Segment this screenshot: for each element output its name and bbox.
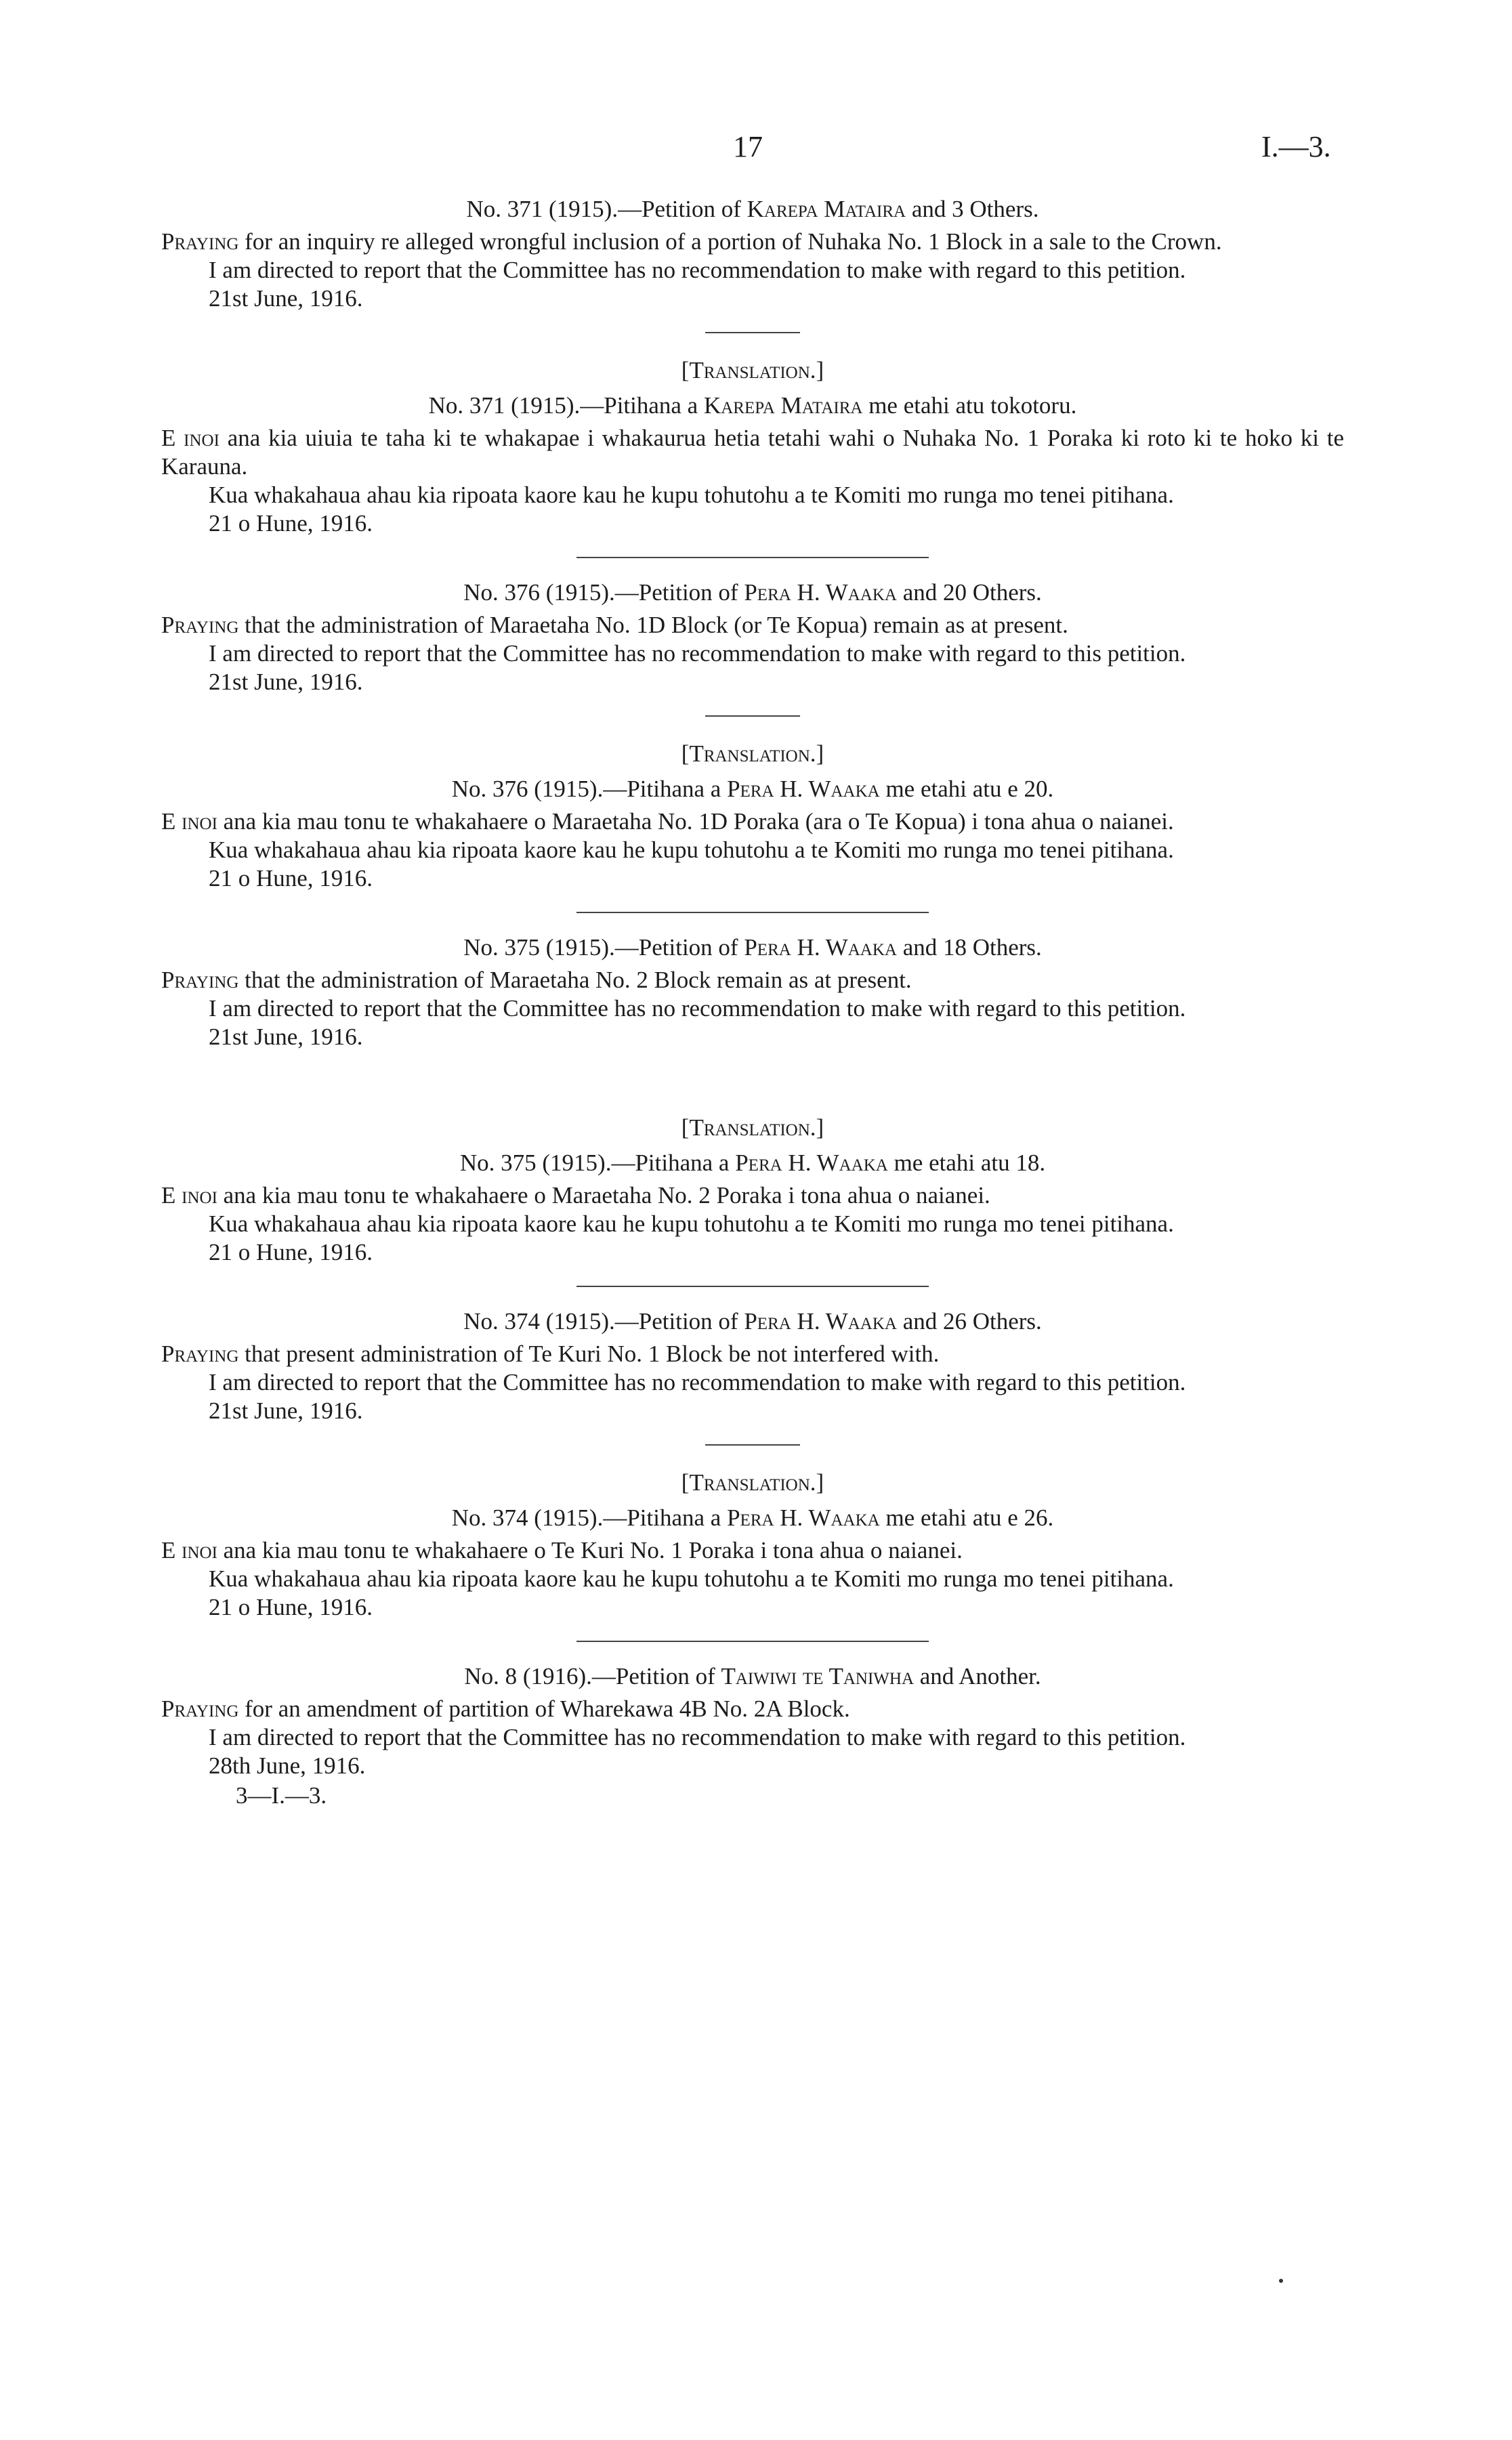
petitioner-name: Pera H. Waaka [744,579,897,606]
petition-prayer [161,1536,1344,1565]
section-divider [705,1444,800,1446]
title-suffix: me etahi atu e 26. [879,1505,1054,1531]
prayer-lead: Praying [161,1696,239,1722]
committee-report: I am directed to report that the Committee has no recommendation to make with regard to this petition. [209,1369,1186,1395]
petition-title [161,775,1344,803]
signature-mark: 3—I.—3. [236,1782,327,1809]
petition-prayer [161,1181,1344,1210]
prayer-lead: Praying [161,612,239,638]
title-number: No. 374 (1915).—Petition of [463,1308,744,1334]
petition-section [161,579,1344,696]
section-divider [705,332,800,333]
title-number: No. 376 (1915).—Pitihana a [451,776,728,802]
petitioner-name: Pera H. Waaka [735,1150,888,1176]
title-number: No. 375 (1915).—Pitihana a [459,1150,736,1176]
prayer-lead: E inoi [161,808,217,835]
translation-heading: [Translation.] [681,740,824,767]
title-suffix: and 26 Others. [896,1308,1042,1334]
petition-prayer [161,1695,1344,1723]
translation-heading: [Translation.] [681,357,824,383]
petition-section [161,933,1344,1051]
prayer-lead: Praying [161,1341,239,1367]
title-suffix: me etahi atu e 20. [879,776,1054,802]
section-divider [576,1641,929,1642]
petitioner-name: Karepa Mataira [747,196,906,222]
prayer-body: that the administration of Maraetaha No. 2 Block remain as at present. [238,967,912,993]
title-suffix: me etahi atu tokotoru. [862,392,1077,419]
petitioner-name: Pera H. Waaka [727,1505,880,1531]
title-suffix: me etahi atu 18. [887,1150,1046,1176]
translation-section [161,1114,1344,1267]
petitioner-name: Taiwiwi te Taniwha [721,1663,915,1689]
prayer-lead: E inoi [161,1182,217,1208]
title-suffix: and 18 Others. [896,934,1042,961]
report-date: 21 o Hune, 1916. [209,865,373,891]
translation-section [161,1469,1344,1622]
prayer-body: for an inquiry re alleged wrongful inclusion of a portion of Nuhaka No. 1 Block in a sale to the Crown. [238,228,1222,255]
petition-title [161,579,1344,607]
report-date: 21st June, 1916. [209,1397,363,1424]
petition-title [161,933,1344,962]
title-number: No. 371 (1915).—Pitihana a [428,392,704,419]
prayer-body: ana kia mau tonu te whakahaere o Maraetaha No. 1D Poraka (ara o Te Kopua) i tona ahua o naianei. [217,808,1174,835]
title-number: No. 371 (1915).—Petition of [466,196,747,222]
prayer-body: that present administration of Te Kuri No. 1 Block be not interfered with. [238,1341,940,1367]
prayer-lead: Praying [161,228,239,255]
prayer-body: that the administration of Maraetaha No. 1D Block (or Te Kopua) remain as at present. [238,612,1068,638]
ink-speck [1279,2279,1283,2283]
prayer-body: for an amendment of partition of Wharekawa 4B No. 2A Block. [238,1696,850,1722]
petition-prayer [161,1340,1344,1368]
committee-report: I am directed to report that the Committee has no recommendation to make with regard to this petition. [209,995,1186,1022]
title-suffix: and 20 Others. [896,579,1042,606]
petition-section [161,195,1344,313]
title-number: No. 374 (1915).—Pitihana a [451,1505,728,1531]
title-suffix: and Another. [914,1663,1041,1689]
translation-section [161,356,1344,538]
prayer-body: ana kia uiuia te taha ki te whakapae i whakaurua hetia tetahi wahi o Nuhaka No. 1 Poraka ki roto ki te hoko ki te Karauna. [161,425,1345,480]
petition-title [161,1149,1344,1177]
title-number: No. 376 (1915).—Petition of [463,579,744,606]
page-header [0,130,1512,173]
petition-section [161,1662,1344,1810]
prayer-body: ana kia mau tonu te whakahaere o Te Kuri No. 1 Poraka i tona ahua o naianei. [217,1537,963,1563]
section-divider [576,1286,929,1287]
petitioner-name: Pera H. Waaka [727,776,880,802]
committee-report: I am directed to report that the Committee has no recommendation to make with regard to this petition. [209,257,1186,283]
petition-prayer [161,966,1344,994]
translation-heading: [Translation.] [681,1114,824,1141]
title-suffix: and 3 Others. [906,196,1039,222]
report-date: 21st June, 1916. [209,669,363,695]
document-reference: I.—3. [1261,130,1331,163]
prayer-body: ana kia mau tonu te whakahaere o Maraetaha No. 2 Poraka i tona ahua o naianei. [217,1182,990,1208]
petition-title [161,1504,1344,1532]
report-date: 21 o Hune, 1916. [209,1239,373,1265]
document-body [161,188,1344,1810]
committee-report: Kua whakahaua ahau kia ripoata kaore kau he kupu tohutohu a te Komiti mo runga mo tenei pitihana. [209,837,1174,863]
petitioner-name: Pera H. Waaka [744,934,897,961]
petition-title [161,392,1344,420]
translation-heading: [Translation.] [681,1469,824,1496]
petition-title [161,195,1344,224]
title-number: No. 375 (1915).—Petition of [463,934,744,961]
prayer-lead: E inoi [161,1537,217,1563]
report-date: 21st June, 1916. [209,1024,363,1050]
title-number: No. 8 (1916).—Petition of [464,1663,721,1689]
committee-report: Kua whakahaua ahau kia ripoata kaore kau he kupu tohutohu a te Komiti mo runga mo tenei pitihana. [209,1565,1174,1592]
section-divider [705,715,800,717]
report-date: 21 o Hune, 1916. [209,510,373,537]
petitioner-name: Karepa Mataira [703,392,863,419]
committee-report: Kua whakahaua ahau kia ripoata kaore kau he kupu tohutohu a te Komiti mo runga mo tenei pitihana. [209,1211,1174,1237]
section-spacer [161,1051,1344,1091]
petition-title [161,1662,1344,1691]
prayer-lead: Praying [161,967,239,993]
petition-prayer [161,228,1344,256]
page-number: 17 [733,130,763,163]
committee-report: I am directed to report that the Committee has no recommendation to make with regard to this petition. [209,640,1186,667]
translation-section [161,740,1344,893]
petition-section [161,1307,1344,1425]
petition-prayer [161,424,1344,481]
section-divider [576,557,929,558]
committee-report: Kua whakahaua ahau kia ripoata kaore kau he kupu tohutohu a te Komiti mo runga mo tenei pitihana. [209,482,1174,508]
petition-prayer [161,611,1344,639]
report-date: 28th June, 1916. [209,1752,366,1779]
petition-title [161,1307,1344,1336]
prayer-lead: E inoi [161,425,219,451]
petitioner-name: Pera H. Waaka [744,1308,897,1334]
section-divider [576,912,929,913]
petition-prayer [161,807,1344,836]
report-date: 21 o Hune, 1916. [209,1594,373,1620]
committee-report: I am directed to report that the Committee has no recommendation to make with regard to this petition. [209,1724,1186,1750]
report-date: 21st June, 1916. [209,285,363,312]
